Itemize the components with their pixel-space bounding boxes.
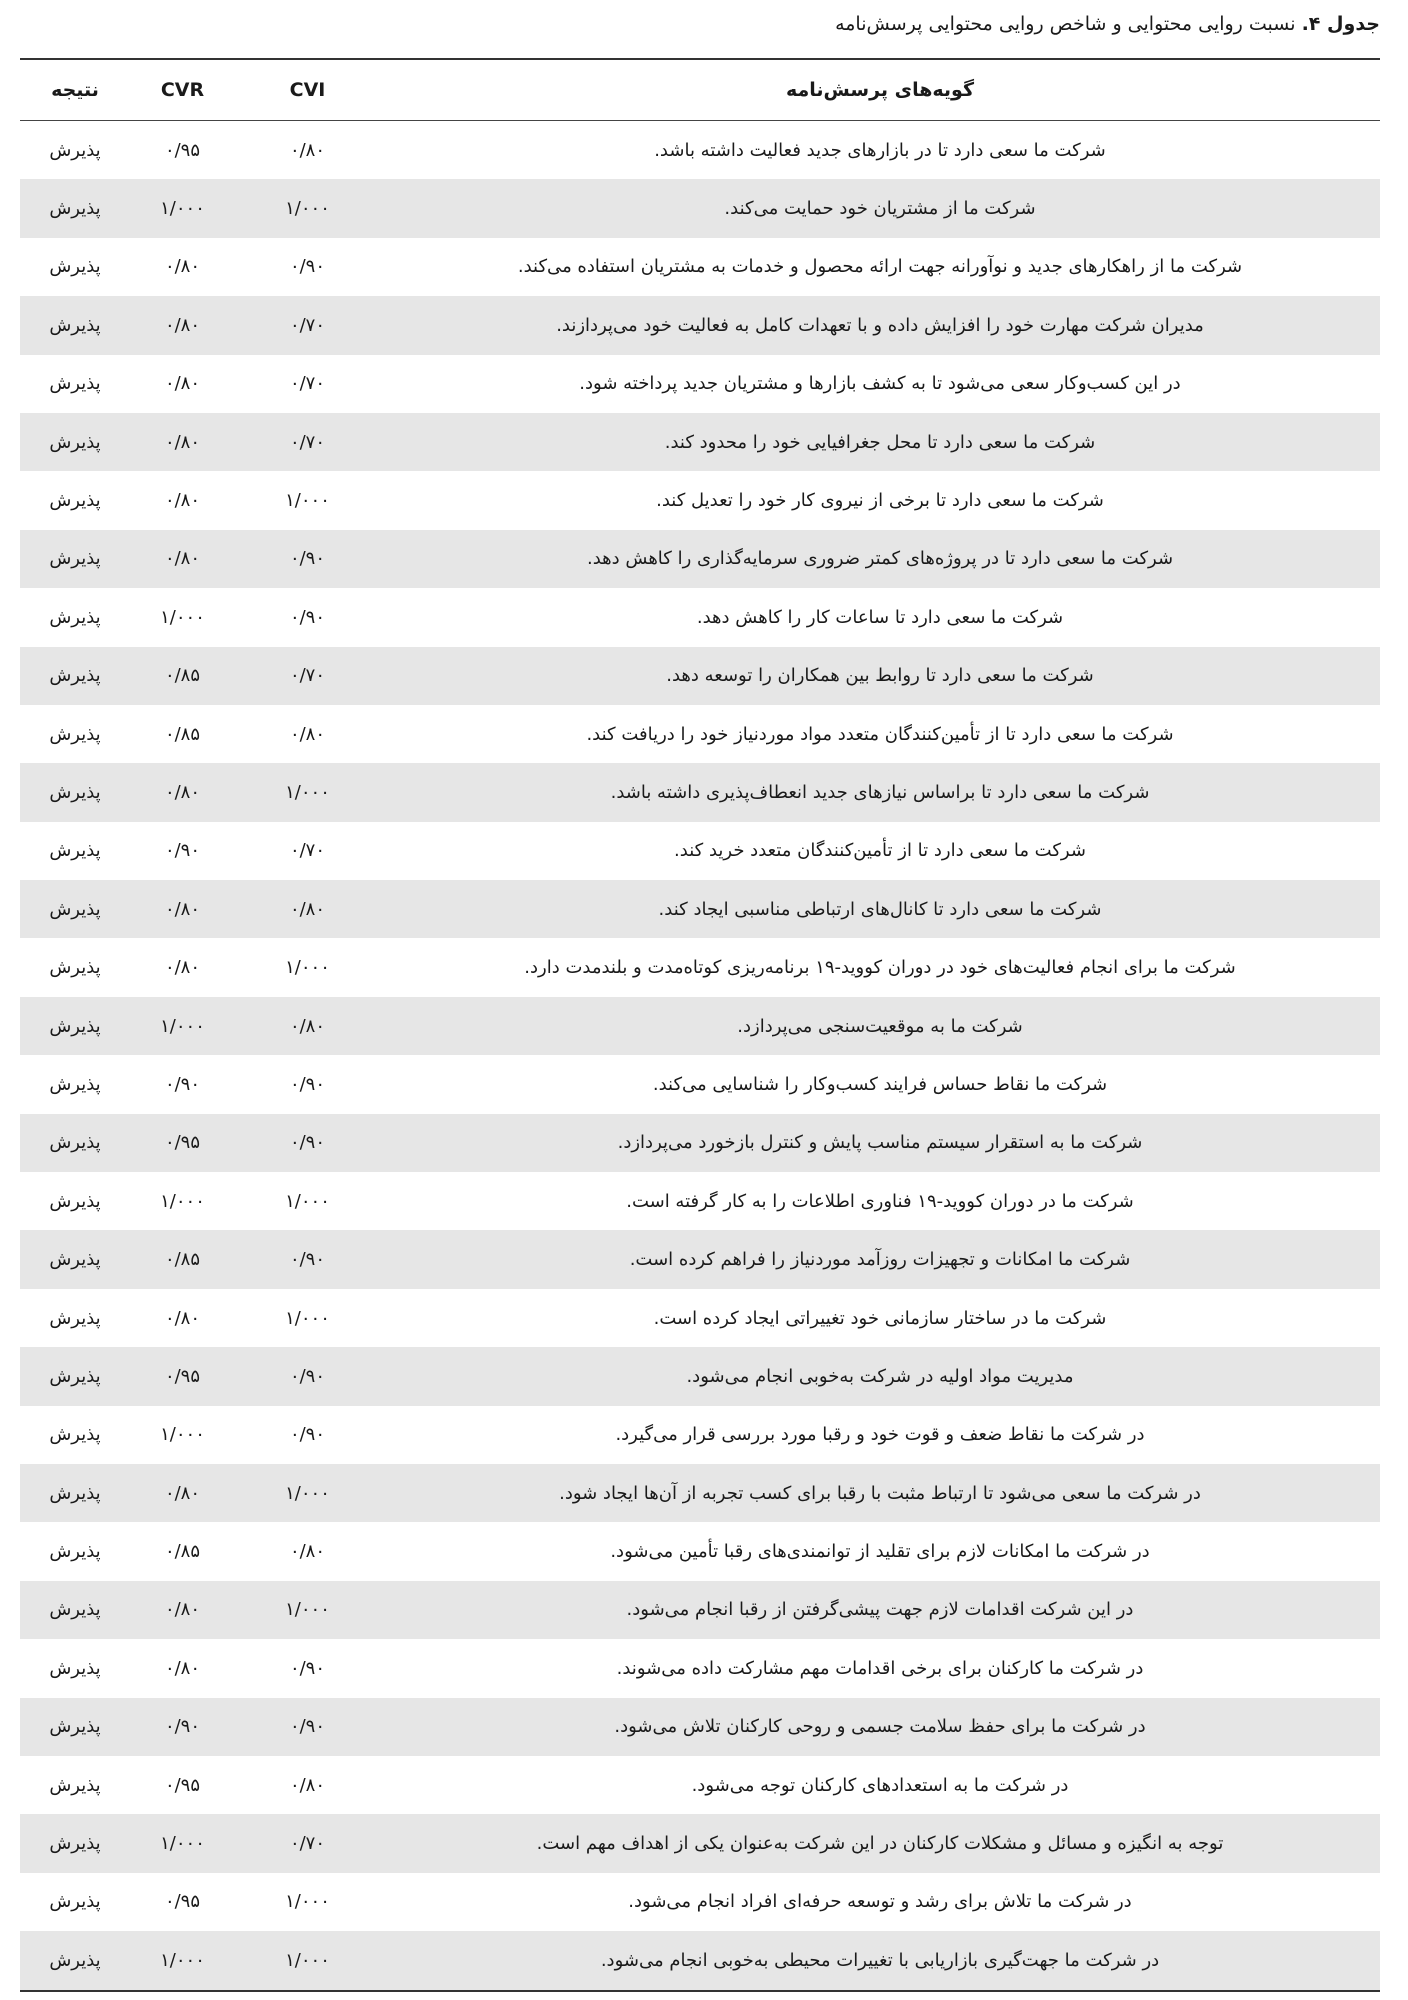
cvi-cell: ۰/۹۰ — [235, 1114, 380, 1172]
cvi-cell: ۱/۰۰۰ — [235, 1931, 380, 1990]
cvr-cell: ۰/۸۰ — [164, 490, 201, 512]
result-cell: پذیرش — [49, 1190, 101, 1212]
table-caption — [20, 10, 1380, 38]
cvr-cell: ۰/۹۵ — [164, 1774, 201, 1796]
cvi-cell: ۰/۹۰ — [289, 1073, 326, 1095]
table-row — [20, 1931, 1380, 1990]
result-cell: پذیرش — [49, 490, 101, 512]
table-body — [20, 121, 1380, 1991]
question-cell: شرکت ما سعی دارد تا کانال‌های ارتباطی مناسبی ایجاد کند. — [380, 880, 1380, 938]
cvi-cell: ۱/۰۰۰ — [285, 1891, 330, 1913]
table-row — [20, 296, 1380, 354]
cvi-cell: ۰/۹۰ — [235, 1698, 380, 1756]
result-cell: پذیرش — [49, 723, 101, 745]
cvr-cvi-table — [20, 58, 1380, 1992]
question-cell: شرکت ما به موقعیت‌سنجی می‌پردازد. — [380, 997, 1380, 1055]
cvr-cell: ۱/۰۰۰ — [130, 997, 235, 1055]
cvr-cell: ۰/۹۵ — [130, 1347, 235, 1405]
cvr-cell: ۰/۸۵ — [130, 647, 235, 705]
table-row — [20, 997, 1380, 1055]
cvi-cell: ۱/۰۰۰ — [285, 957, 330, 979]
question-cell: شرکت ما نقاط حساس فرایند کسب‌وکار را شناسایی می‌کند. — [652, 1073, 1108, 1095]
cvr-cell: ۰/۸۰ — [130, 530, 235, 588]
question-cell: در این کسب‌وکار سعی می‌شود تا به کشف بازارها و مشتریان جدید پرداخته شود. — [579, 373, 1181, 395]
table-row — [20, 355, 1380, 413]
table-row — [20, 1406, 1380, 1464]
header-question: گویه‌های پرسش‌نامه — [380, 59, 1380, 121]
result-cell: پذیرش — [49, 840, 101, 862]
result-cell: پذیرش — [20, 1114, 130, 1172]
cvr-cell: ۱/۰۰۰ — [160, 1424, 205, 1446]
question-cell: در شرکت ما جهت‌گیری بازاریابی با تغییرات محیطی به‌خوبی انجام می‌شود. — [380, 1931, 1380, 1990]
question-cell: مدیریت مواد اولیه در شرکت به‌خوبی انجام می‌شود. — [380, 1347, 1380, 1405]
cvr-cell: ۰/۸۵ — [164, 1541, 201, 1563]
table-row — [20, 1464, 1380, 1522]
result-cell: پذیرش — [20, 1931, 130, 1990]
cvr-cell: ۰/۹۰ — [130, 1698, 235, 1756]
question-cell: در شرکت ما کارکنان برای برخی اقدامات مهم مشارکت داده می‌شوند. — [616, 1657, 1144, 1679]
question-cell: مدیران شرکت مهارت خود را افزایش داده و با تعهدات کامل به فعالیت خود می‌پردازند. — [380, 296, 1380, 354]
question-cell: شرکت ما به استقرار سیستم مناسب پایش و کنترل بازخورد می‌پردازد. — [380, 1114, 1380, 1172]
cvr-cell: ۰/۸۰ — [130, 296, 235, 354]
result-cell: پذیرش — [20, 1347, 130, 1405]
header-cvr: CVR — [130, 59, 235, 121]
result-cell: پذیرش — [49, 1307, 101, 1329]
cvr-cell: ۰/۸۰ — [164, 373, 201, 395]
cvr-cell: ۰/۸۵ — [164, 723, 201, 745]
question-cell: در شرکت ما تلاش برای رشد و توسعه حرفه‌ای افراد انجام می‌شود. — [628, 1891, 1132, 1913]
cvr-cell: ۰/۹۰ — [164, 1073, 201, 1095]
cvi-cell: ۰/۷۰ — [235, 413, 380, 471]
result-cell: پذیرش — [20, 647, 130, 705]
result-cell: پذیرش — [20, 1230, 130, 1288]
question-cell: شرکت ما از راهکارهای جدید و نوآورانه جهت ارائه محصول و خدمات به مشتریان استفاده می‌کند. — [517, 256, 1243, 278]
result-cell: پذیرش — [20, 179, 130, 237]
result-cell: پذیرش — [49, 1541, 101, 1563]
caption-text: نسبت روایی محتوایی و شاخص روایی محتوایی پرسش‌نامه — [835, 13, 1296, 35]
cvi-cell: ۰/۹۰ — [289, 1424, 326, 1446]
table-row — [20, 1581, 1380, 1639]
cvi-cell: ۰/۸۰ — [235, 997, 380, 1055]
cvr-cell: ۰/۸۰ — [164, 1657, 201, 1679]
table-row — [20, 1756, 1380, 1814]
cvi-cell: ۰/۹۰ — [289, 256, 326, 278]
question-cell: شرکت ما برای انجام فعالیت‌های خود در دوران کووید‑۱۹ برنامه‌ریزی کوتاه‌مدت و بلندمدت دارد. — [524, 957, 1236, 979]
cvr-cell: ۰/۸۰ — [164, 1307, 201, 1329]
cvi-cell: ۰/۷۰ — [235, 647, 380, 705]
question-cell: شرکت ما سعی دارد تا روابط بین همکاران را توسعه دهد. — [380, 647, 1380, 705]
cvr-cell: ۰/۸۰ — [130, 1464, 235, 1522]
result-cell: پذیرش — [20, 763, 130, 821]
table-row — [20, 1230, 1380, 1288]
cvi-cell: ۱/۰۰۰ — [235, 1581, 380, 1639]
question-cell: شرکت ما سعی دارد تا در پروژه‌های کمتر ضروری سرمایه‌گذاری را کاهش دهد. — [380, 530, 1380, 588]
cvr-cell: ۱/۰۰۰ — [130, 1814, 235, 1872]
question-cell: شرکت ما در دوران کووید‑۱۹ فناوری اطلاعات را به کار گرفته است. — [626, 1190, 1134, 1212]
question-cell: شرکت ما سعی دارد تا برخی از نیروی کار خود را تعدیل کند. — [656, 490, 1104, 512]
table-header-row — [20, 59, 1380, 121]
cvi-cell: ۰/۸۰ — [289, 1774, 326, 1796]
result-cell: پذیرش — [49, 606, 101, 628]
cvi-cell: ۰/۹۰ — [289, 1657, 326, 1679]
question-cell: در شرکت ما امکانات لازم برای تقلید از توانمندی‌های رقبا تأمین می‌شود. — [610, 1541, 1150, 1563]
result-cell: پذیرش — [49, 1424, 101, 1446]
table-row — [20, 705, 1380, 763]
cvi-cell: ۰/۷۰ — [289, 840, 326, 862]
cvr-cell: ۱/۰۰۰ — [160, 1190, 205, 1212]
table-row — [20, 1698, 1380, 1756]
table-row — [20, 413, 1380, 471]
cvr-cell: ۰/۸۰ — [130, 1581, 235, 1639]
cvi-cell: ۱/۰۰۰ — [235, 179, 380, 237]
result-cell: پذیرش — [49, 957, 101, 979]
question-cell: توجه به انگیزه و مسائل و مشکلات کارکنان در این شرکت به‌عنوان یکی از اهداف مهم است. — [380, 1814, 1380, 1872]
table-row — [20, 1172, 1380, 1230]
cvi-cell: ۰/۸۰ — [235, 880, 380, 938]
question-cell: شرکت ما سعی دارد تا از تأمین‌کنندگان متعدد خرید کند. — [674, 840, 1086, 862]
cvr-cell: ۰/۸۰ — [130, 413, 235, 471]
question-cell: شرکت ما سعی دارد تا در بازارهای جدید فعالیت داشته باشد. — [654, 139, 1106, 161]
result-cell: پذیرش — [49, 373, 101, 395]
table-row — [20, 1873, 1380, 1931]
table-row — [20, 471, 1380, 529]
cvi-cell: ۰/۸۰ — [289, 723, 326, 745]
question-cell: در شرکت ما نقاط ضعف و قوت خود و رقبا مورد بررسی قرار می‌گیرد. — [615, 1424, 1145, 1446]
result-cell: پذیرش — [49, 1891, 101, 1913]
table-row — [20, 1055, 1380, 1113]
question-cell: شرکت ما از مشتریان خود حمایت می‌کند. — [380, 179, 1380, 237]
cvi-cell: ۱/۰۰۰ — [235, 763, 380, 821]
cvr-cell: ۰/۸۰ — [164, 256, 201, 278]
table-row — [20, 647, 1380, 705]
question-cell: در شرکت ما به استعدادهای کارکنان توجه می‌شود. — [691, 1774, 1069, 1796]
table-row — [20, 938, 1380, 996]
cvr-cell: ۰/۹۰ — [164, 840, 201, 862]
header-result: نتیجه — [20, 59, 130, 121]
caption-label: جدول ۴. — [1301, 13, 1380, 35]
table-row — [20, 179, 1380, 237]
table-row — [20, 238, 1380, 296]
table-row — [20, 763, 1380, 821]
cvr-cell: ۱/۰۰۰ — [130, 1931, 235, 1990]
cvr-cell: ۰/۸۰ — [164, 957, 201, 979]
cvr-cell: ۰/۸۵ — [130, 1230, 235, 1288]
cvr-cell: ۱/۰۰۰ — [130, 179, 235, 237]
result-cell: پذیرش — [49, 1073, 101, 1095]
table-row — [20, 1814, 1380, 1872]
cvi-cell: ۰/۹۰ — [235, 1230, 380, 1288]
result-cell: پذیرش — [20, 530, 130, 588]
question-cell: در این شرکت اقدامات لازم جهت پیشی‌گرفتن از رقبا انجام می‌شود. — [380, 1581, 1380, 1639]
question-cell: در شرکت ما برای حفظ سلامت جسمی و روحی کارکنان تلاش می‌شود. — [380, 1698, 1380, 1756]
cvr-cell: ۰/۹۵ — [130, 1114, 235, 1172]
cvr-cell: ۰/۸۰ — [130, 763, 235, 821]
cvi-cell: ۱/۰۰۰ — [285, 490, 330, 512]
cvi-cell: ۰/۹۰ — [235, 530, 380, 588]
cvi-cell: ۱/۰۰۰ — [285, 1307, 330, 1329]
cvi-cell: ۱/۰۰۰ — [285, 1190, 330, 1212]
result-cell: پذیرش — [20, 1814, 130, 1872]
cvr-cell: ۰/۸۰ — [130, 880, 235, 938]
result-cell: پذیرش — [20, 1581, 130, 1639]
table-row — [20, 530, 1380, 588]
cvi-cell: ۰/۷۰ — [235, 296, 380, 354]
result-cell: پذیرش — [49, 256, 101, 278]
table-row — [20, 822, 1380, 880]
cvi-cell: ۱/۰۰۰ — [235, 1464, 380, 1522]
header-cvi: CVI — [235, 59, 380, 121]
result-cell: پذیرش — [20, 413, 130, 471]
table-row — [20, 1639, 1380, 1697]
table-row — [20, 121, 1380, 180]
table-row — [20, 1114, 1380, 1172]
result-cell: پذیرش — [49, 1657, 101, 1679]
cvi-cell: ۰/۹۰ — [289, 606, 326, 628]
question-cell: شرکت ما سعی دارد تا براساس نیازهای جدید انعطاف‌پذیری داشته باشد. — [380, 763, 1380, 821]
question-cell: شرکت ما سعی دارد تا از تأمین‌کنندگان متعدد مواد موردنیاز خود را دریافت کند. — [586, 723, 1174, 745]
result-cell: پذیرش — [20, 997, 130, 1055]
cvi-cell: ۰/۷۰ — [235, 1814, 380, 1872]
result-cell: پذیرش — [20, 296, 130, 354]
question-cell: در شرکت ما سعی می‌شود تا ارتباط مثبت با رقبا برای کسب تجربه از آن‌ها ایجاد شود. — [380, 1464, 1380, 1522]
result-cell: پذیرش — [20, 1698, 130, 1756]
result-cell: پذیرش — [49, 139, 101, 161]
cvi-cell: ۰/۸۰ — [289, 1541, 326, 1563]
table-row — [20, 1522, 1380, 1580]
question-cell: شرکت ما سعی دارد تا محل جغرافیایی خود را محدود کند. — [380, 413, 1380, 471]
table-row — [20, 588, 1380, 646]
question-cell: شرکت ما امکانات و تجهیزات روزآمد موردنیاز را فراهم کرده است. — [380, 1230, 1380, 1288]
cvi-cell: ۰/۷۰ — [289, 373, 326, 395]
cvi-cell: ۰/۹۰ — [235, 1347, 380, 1405]
cvi-cell: ۰/۸۰ — [289, 139, 326, 161]
table-row — [20, 1347, 1380, 1405]
table-row — [20, 1289, 1380, 1347]
table-row — [20, 880, 1380, 938]
result-cell: پذیرش — [49, 1774, 101, 1796]
question-cell: شرکت ما در ساختار سازمانی خود تغییراتی ایجاد کرده است. — [653, 1307, 1107, 1329]
cvr-cell: ۰/۹۵ — [164, 1891, 201, 1913]
result-cell: پذیرش — [20, 880, 130, 938]
cvr-cell: ۱/۰۰۰ — [160, 606, 205, 628]
result-cell: پذیرش — [20, 1464, 130, 1522]
question-cell: شرکت ما سعی دارد تا ساعات کار را کاهش دهد. — [696, 606, 1064, 628]
cvr-cell: ۰/۹۵ — [164, 139, 201, 161]
